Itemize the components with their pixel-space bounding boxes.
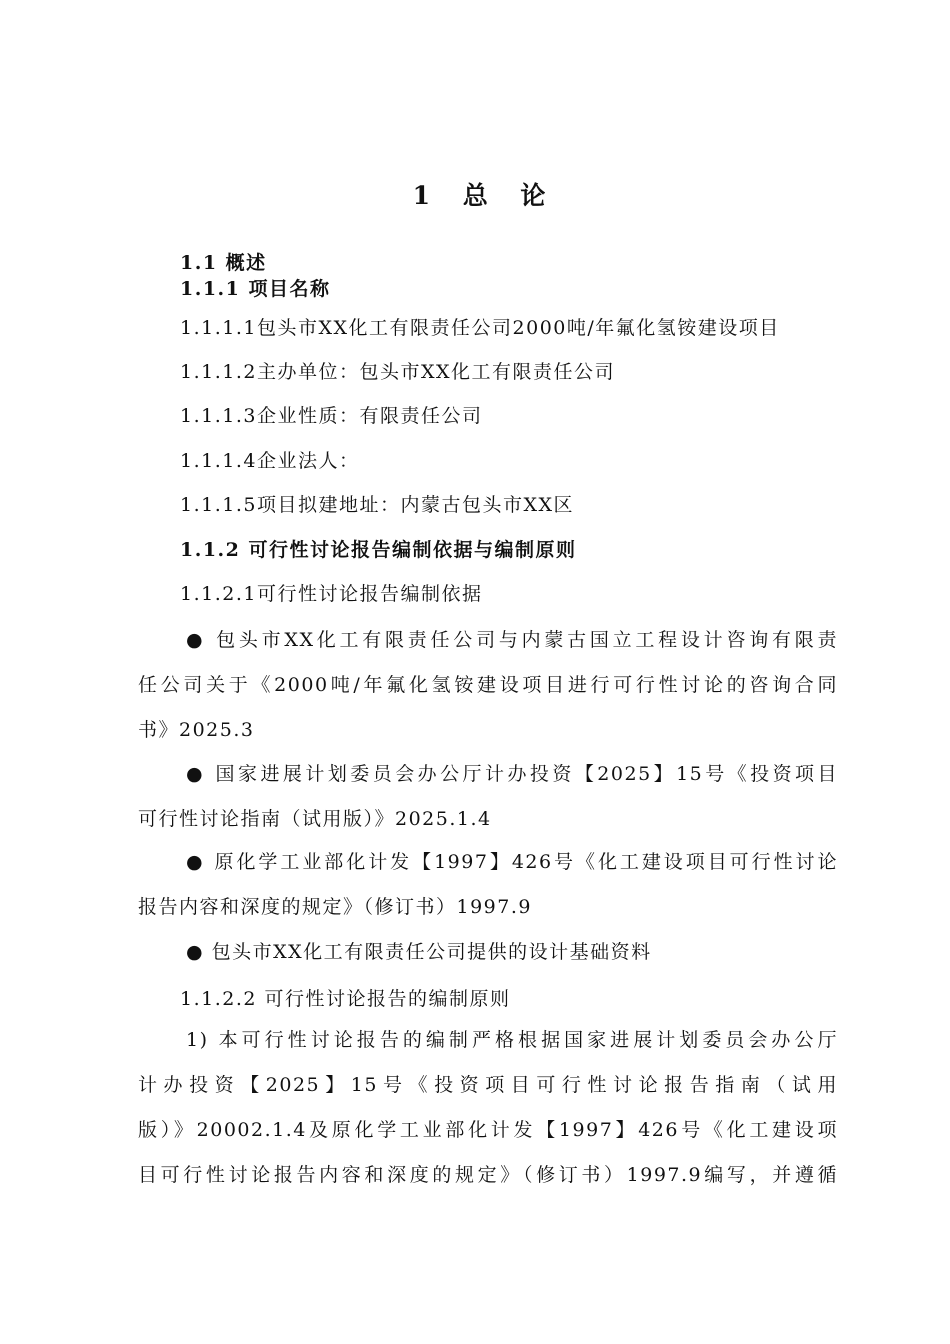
paragraph-line: 可行性讨论指南（试用版）》2025.1.4: [138, 808, 492, 830]
bullet-paragraph-1: [138, 618, 838, 753]
bullet-paragraph-2: [138, 752, 838, 842]
paragraph-line: 计办投资【2025】15号《投资项目可行性讨论报告指南（试用: [138, 1074, 838, 1096]
paragraph-line: 任公司关于《2000吨/年氟化氢铵建设项目进行可行性讨论的咨询合同: [138, 674, 838, 696]
subsection-heading-1-1-2-2: 1.1.2.2 可行性讨论报告的编制原则: [180, 988, 511, 1010]
item-enterprise-type: 1.1.1.3企业性质：有限责任公司: [180, 405, 483, 427]
item-legal-person: 1.1.1.4企业法人：: [180, 450, 360, 472]
paragraph-line: 目可行性讨论报告内容和深度的规定》（修订书）1997.9编写，并遵循: [138, 1164, 838, 1186]
paragraph-line: 报告内容和深度的规定》（修订书）1997.9: [138, 896, 532, 918]
bullet-paragraph-4: [138, 930, 838, 975]
paragraph-line: 版）》20002.1.4及原化学工业部化计发【1997】426号《化工建设项: [138, 1119, 838, 1141]
item-host-unit: 1.1.1.2主办单位：包头市XX化工有限责任公司: [180, 361, 616, 383]
item-project-name: 1.1.1.1包头市XX化工有限责任公司2000吨/年氟化氢铵建设项目: [180, 317, 780, 339]
paragraph-line: ● 包头市XX化工有限责任公司与内蒙古国立工程设计咨询有限责: [186, 629, 838, 651]
section-heading-1-1: 1.1 概述: [180, 252, 267, 274]
principle-paragraph-1: [138, 1018, 838, 1198]
subsection-heading-1-1-2-1: 1.1.2.1可行性讨论报告编制依据: [180, 583, 483, 605]
section-heading-1-1-1: 1.1.1 项目名称: [180, 278, 331, 300]
section-heading-1-1-2: 1.1.2 可行性讨论报告编制依据与编制原则: [180, 539, 577, 561]
item-site-address: 1.1.1.5项目拟建地址：内蒙古包头市XX区: [180, 494, 575, 516]
paragraph-line: ● 包头市XX化工有限责任公司提供的设计基础资料: [186, 941, 652, 963]
chapter-title: 1 总 论: [412, 181, 558, 210]
bullet-paragraph-3: [138, 840, 838, 930]
paragraph-line: ● 国家进展计划委员会办公厅计办投资【2025】15号《投资项目: [186, 763, 838, 785]
paragraph-line: 1) 本可行性讨论报告的编制严格根据国家进展计划委员会办公厅: [186, 1029, 838, 1051]
paragraph-line: 书》2025.3: [138, 719, 255, 741]
paragraph-line: ● 原化学工业部化计发【1997】426号《化工建设项目可行性讨论: [186, 851, 838, 873]
